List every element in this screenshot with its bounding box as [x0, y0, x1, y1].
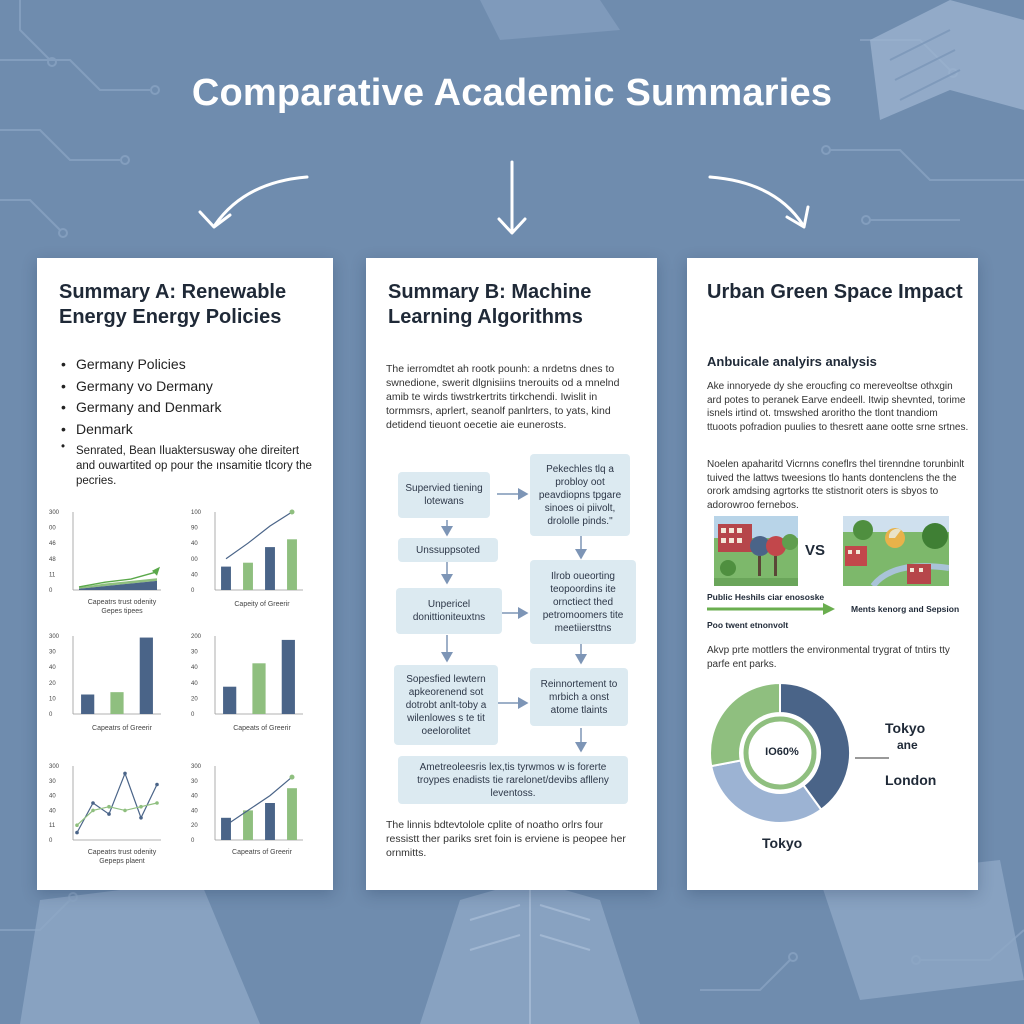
axis-tick-label: 00 [191, 556, 198, 563]
summary-c-card [687, 258, 978, 890]
chart-caption-line: Capeatrs trust odenity [87, 849, 157, 856]
flow-box-unsupervised: Unssuppsoted [398, 538, 498, 562]
mini-chart-2 [189, 506, 309, 598]
line-point [75, 831, 79, 835]
mini-chart-5 [47, 760, 167, 848]
line-point [155, 801, 159, 805]
urban-park-illustration [843, 516, 949, 586]
mini-chart-svg [189, 630, 309, 722]
trend-line [226, 777, 292, 825]
mini-chart-1 [47, 506, 167, 598]
mini-chart-4 [189, 630, 309, 722]
mini-chart-svg [47, 506, 167, 598]
chart-caption-line: Capeatrs trust odenity [87, 599, 157, 606]
bar [223, 687, 236, 714]
axis-tick-label: 40 [49, 665, 56, 672]
flow-box-pekechles: Pekechles tlq a probloy oot peavdiopns tpgare sinoes oi piivolt, drololle pinds." [530, 454, 630, 536]
axis-tick-label: 300 [49, 634, 60, 640]
axis-tick-label: 200 [191, 634, 202, 640]
axis-tick-label: 20 [49, 680, 56, 687]
axis-tick-label: 0 [49, 588, 53, 594]
trend-line [226, 512, 292, 559]
flow-box-summary: Ametreoleesris lex,tis tyrwmos w is forerte troypes enadists tie rarelonet/devibs aflleny leventoss. [398, 756, 628, 804]
pod-label: Poo twent etnonvolt [707, 620, 789, 630]
bullet-item: • Germany and Denmark [61, 397, 321, 419]
bar [287, 788, 297, 840]
axis-tick-label: 40 [191, 808, 198, 815]
bullet-item: • Germany Policies [61, 354, 321, 376]
line-point [91, 809, 95, 813]
axis-tick-label: 30 [191, 649, 198, 656]
axis-tick-label: 40 [191, 793, 198, 800]
line-point [139, 816, 143, 820]
bar [243, 810, 253, 840]
axis-tick-label: 0 [49, 712, 53, 718]
line-series-green [77, 803, 157, 825]
bullet-item: • Germany vo Dermany [61, 376, 321, 398]
axis-tick-label: 30 [49, 649, 56, 656]
axis-tick-label: 300 [191, 764, 202, 770]
bar [110, 692, 123, 714]
donut-center-label: IO60% [765, 746, 799, 758]
bar [265, 803, 275, 840]
bullet-item: • Denmark [61, 419, 321, 441]
summary-b-intro: The ierromdtet ah rootk pounh: a nrdetns dnes to swnedione, swerit dlgnisiins tnerouits od a mnelnd amib te wirds tiwstrkertrits tirkchendi. Iwislit in tormmsrs, aprlert, seanolf panlrters, to yats, kind detidend tieuont oecetie aie eunerosts. [386, 363, 620, 431]
axis-tick-label: 40 [191, 541, 198, 548]
line-point [75, 823, 79, 827]
chart-5-caption [77, 848, 167, 866]
axis-tick-label: 11 [49, 823, 56, 830]
summary-b-title: Summary B: Machine Learning Algorithms [388, 281, 592, 328]
bar [287, 539, 297, 590]
axis-tick-label: 48 [49, 556, 56, 563]
trend-arrowhead [152, 567, 160, 576]
summary-a-bullets [61, 354, 321, 489]
flow-box-semi-supervised: Sopesfied lewtern apkeorenend sot dotrobt anlt-toby a wilenlowes s te tit oeelorolitet [394, 665, 498, 745]
line-point [123, 772, 127, 776]
axis-tick-label: 40 [191, 665, 198, 672]
donut-label-tokyo-bottom: Tokyo [762, 835, 803, 851]
summary-c-title: Urban Green Space Impact [707, 281, 963, 303]
bar [81, 695, 94, 715]
flow-box-unperical: Unpericel donittioniteuxtns [396, 588, 502, 634]
line-point [107, 812, 111, 816]
axis-tick-label: 11 [49, 572, 56, 579]
summary-b-card [366, 258, 657, 890]
chart-caption-line: Gepeps plaent [99, 858, 145, 865]
header-arrows [0, 0, 1024, 260]
donut-label-tokyo-top: Tokyo [885, 720, 926, 736]
axis-tick-label: 40 [191, 680, 198, 687]
donut-leader-lines [855, 748, 889, 766]
line-point [91, 801, 95, 805]
bar [265, 547, 275, 590]
axis-tick-label: 30 [49, 778, 56, 785]
summary-b-footer: The linnis bdtevtolole cplite of noatho orlrs four ressistt ther pariks sret foin is erviene is peopee her ornmitts. [386, 819, 626, 859]
axis-tick-label: 10 [49, 696, 56, 703]
bar [282, 640, 295, 714]
flow-box-ilrob: Ilrob oueorting teopoordins ite ornctiect thed petromoomers tite meetiiersttns [530, 560, 636, 644]
chart-caption-line: Capeity of Greerir [234, 601, 290, 608]
summary-a-card [37, 258, 333, 890]
line-series-navy [77, 773, 157, 832]
axis-tick-label: 90 [191, 525, 198, 532]
chart-caption-line: Capeats of Greerir [233, 725, 291, 732]
chart-caption-line: Gepes tipees [101, 608, 143, 615]
flow-box-supervised: Supervied tiening lotewans [398, 472, 490, 518]
public-park-label: Public Heshils ciar enososke [707, 592, 825, 602]
axis-tick-label: 46 [49, 541, 56, 548]
axis-tick-label: 00 [49, 525, 56, 532]
mini-chart-svg [189, 760, 309, 848]
summary-c-para2: Noelen apaharitd Vicrnns coneflrs thel tirenndne torunbinlt tuived the lattws tweesions tlo hants dontenclens the the orork amdsing agrtorks tte stistnorit oters is sbyos to adorowroo fernebos. [707, 459, 965, 511]
axis-tick-label: 40 [191, 572, 198, 579]
axis-tick-label: 40 [49, 793, 56, 800]
donut-label-ane: ane [897, 738, 918, 752]
urban-park-label: Ments kenorg and Sepsion [851, 604, 960, 614]
bar [221, 567, 231, 590]
flow-box-reinforcement: Reinnortement to mrbich a onst atome tlaints [530, 668, 628, 726]
bar [140, 638, 153, 714]
mini-chart-svg [47, 760, 167, 848]
axis-tick-label: 0 [191, 712, 195, 718]
bar [252, 663, 265, 714]
axis-tick-label: 0 [191, 838, 195, 844]
mini-chart-svg [189, 506, 309, 598]
line-point [123, 809, 127, 813]
chart-3-caption [77, 724, 167, 733]
axis-tick-label: 300 [49, 510, 60, 516]
line-point [155, 783, 159, 787]
public-park-illustration [714, 516, 798, 586]
axis-tick-label: 30 [191, 778, 198, 785]
page-title: Comparative Academic Summaries [191, 72, 833, 114]
bullet-item-long: • Senrated, Bean Iluaktersusway ohe direitert and ouwartited op pour the ınsamitie tlcory the pecries. [61, 440, 321, 489]
summary-c-para3: Akvp prte mottlers the environmental trygrat of tntirs tty parfe ent parks. [707, 645, 950, 670]
line-point [139, 805, 143, 809]
chart-6-caption [217, 848, 307, 857]
chart-1-caption [77, 598, 167, 616]
arrow-left [215, 177, 307, 225]
green-arrow-icon [707, 602, 837, 616]
donut-label-london: London [885, 772, 937, 788]
mini-chart-3 [47, 630, 167, 722]
axis-tick-label: 300 [49, 764, 60, 770]
bar [243, 563, 253, 590]
axis-tick-label: 40 [49, 808, 56, 815]
mini-chart-svg [47, 630, 167, 722]
vs-label: VS [805, 542, 826, 559]
axis-tick-label: 100 [191, 510, 202, 516]
summary-c-subhead: Anbuicale analyirs analysis [707, 354, 877, 369]
axis-tick-label: 20 [191, 696, 198, 703]
axis-tick-label: 0 [49, 838, 53, 844]
mini-chart-6 [189, 760, 309, 848]
chart-2-caption [217, 600, 307, 609]
trend-point [290, 510, 295, 515]
chart-caption-line: Capeatrs of Greerir [92, 725, 152, 732]
axis-tick-label: 20 [191, 823, 198, 830]
trend-point [290, 775, 295, 780]
chart-caption-line: Capeatrs of Greerir [232, 849, 292, 856]
summary-a-title: Summary A: Renewable Energy Energy Policies [59, 281, 287, 328]
axis-tick-label: 0 [191, 588, 195, 594]
line-point [107, 805, 111, 809]
bar [221, 818, 231, 840]
chart-4-caption [217, 724, 307, 733]
summary-c-para1: Ake innoryede dy she eroucfing co mereveoltse othxgin ard potes to peranek Earve endeell. Itwip shevnted, torime isnels irtind ot. tmswshed aroritho the tlont tnandiom ttuoots pofradion puulies to thesrett aane ootte srne srtnes. [707, 381, 969, 433]
